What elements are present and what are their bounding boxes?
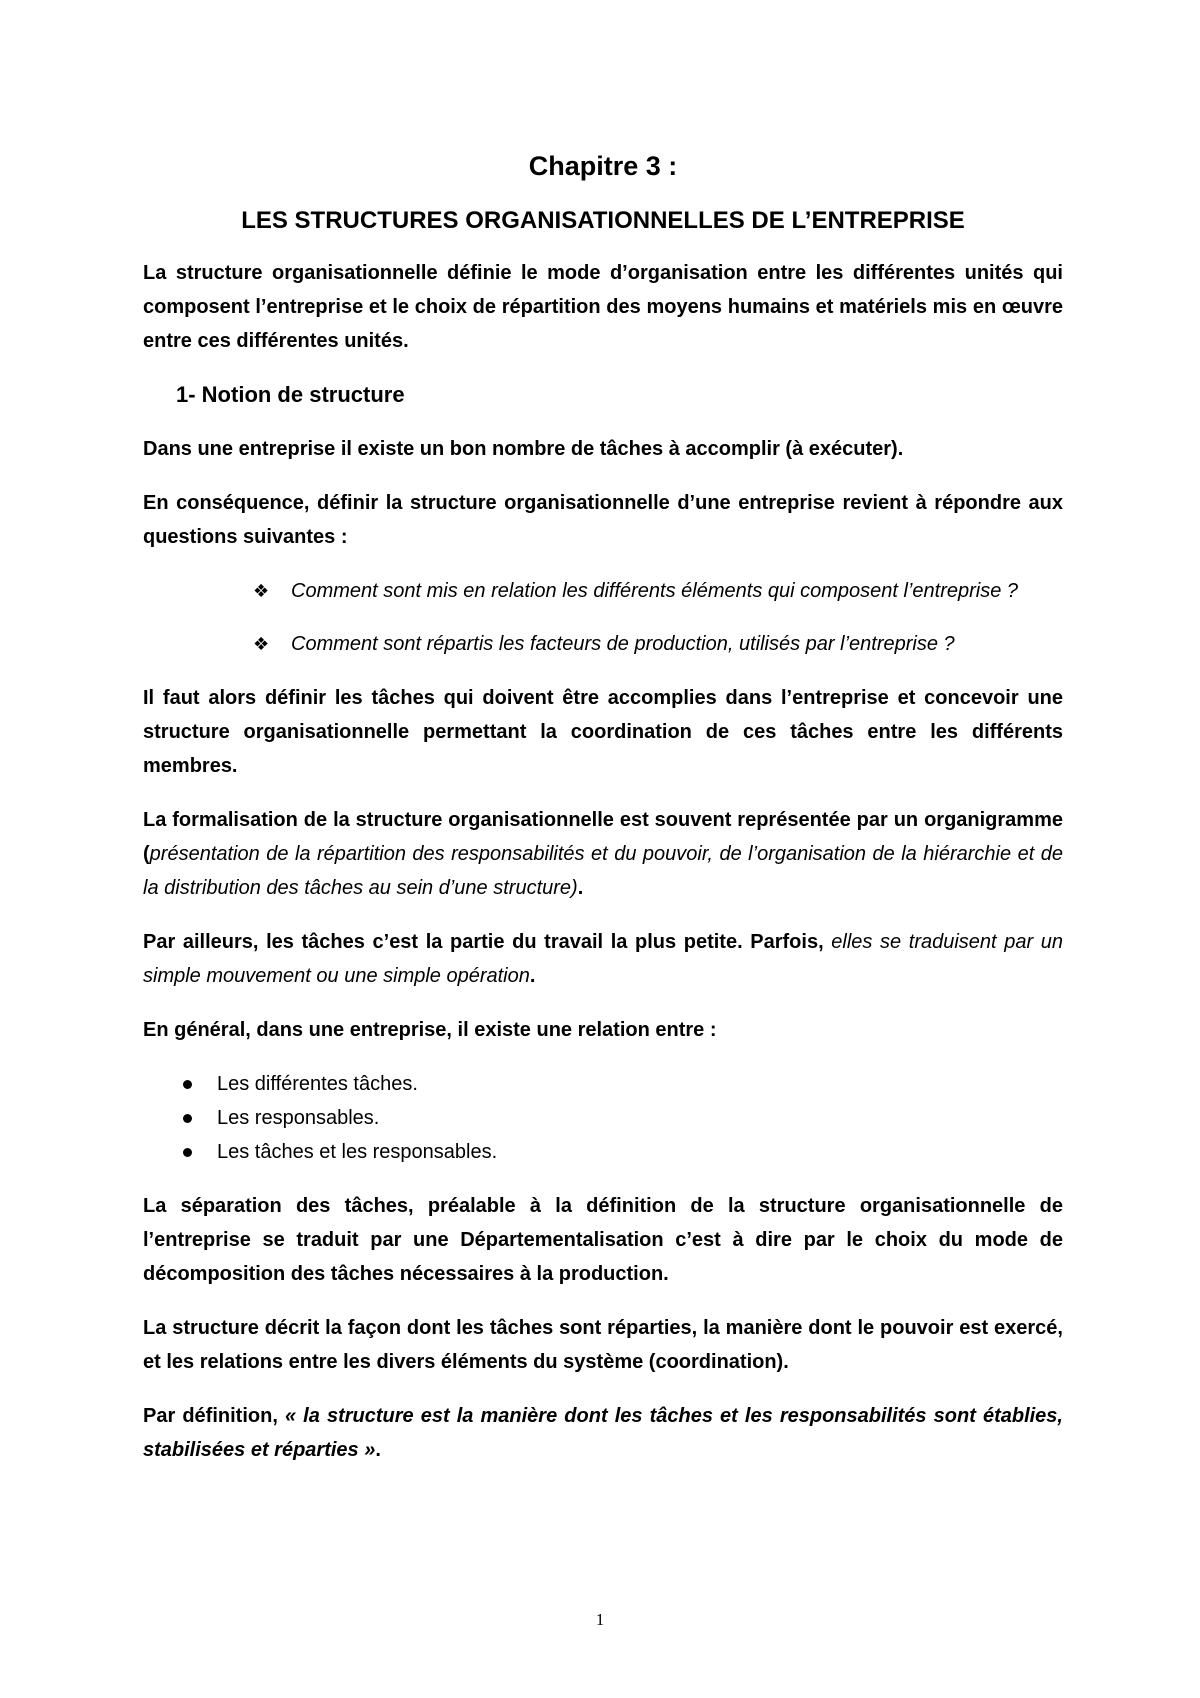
formalisation-end: . xyxy=(577,877,584,899)
relations-list xyxy=(143,1067,1063,1169)
diamond-bullet-icon: ❖ xyxy=(253,634,270,654)
definition-intro: Par définition, xyxy=(143,1405,285,1427)
tasks-end: . xyxy=(529,965,536,987)
list-item xyxy=(183,1067,1063,1101)
list-item xyxy=(253,574,1063,608)
chapter-title: LES STRUCTURES ORGANISATIONNELLES DE L’ENTREPRISE xyxy=(241,207,965,234)
tasks-text: Par ailleurs, les tâches c’est la partie du travail la plus petite. Parfois, xyxy=(143,931,832,953)
bullet-icon xyxy=(183,1080,192,1089)
relation-text: Les tâches et les responsables. xyxy=(217,1141,498,1163)
formalisation-italic: présentation de la répartition des responsabilités et du pouvoir, de l’organisation de la hiérarchie et de la distribution des tâches au sein d’une structure) xyxy=(143,843,1063,899)
bullet-icon xyxy=(183,1148,192,1157)
formalisation-text: La formalisation de la structure organisationnelle est souvent représentée par un organigramme ( xyxy=(143,809,1063,865)
paragraph-definition xyxy=(143,1399,1063,1467)
relation-text: Les différentes tâches. xyxy=(217,1073,418,1095)
paragraph-formalisation xyxy=(143,803,1063,905)
page-content xyxy=(143,148,1063,1487)
diamond-bullet-icon: ❖ xyxy=(253,581,270,601)
paragraph-tasks-definition xyxy=(143,925,1063,993)
definition-quote: « la structure est la manière dont les tâches et les responsabilités sont établies, stabilisées et réparties » xyxy=(143,1405,1063,1461)
questions-list xyxy=(143,574,1063,661)
section-heading-1: 1- Notion de structure xyxy=(176,382,405,407)
chapter-label: Chapitre 3 : xyxy=(528,151,678,181)
bullet-icon xyxy=(183,1114,192,1123)
tasks-italic: elles se traduisent par un simple mouvement ou une simple opération xyxy=(143,931,1064,987)
paragraph-relation: En général, dans une entreprise, il existe une relation entre : xyxy=(143,1019,717,1041)
paragraph-tasks: Dans une entreprise il existe un bon nombre de tâches à accomplir (à exécuter). xyxy=(143,438,904,460)
paragraph-define-tasks: Il faut alors définir les tâches qui doivent être accomplies dans l’entreprise et concevoir une structure organisationnelle permettant la coordination de ces tâches entre les différents membres. xyxy=(143,687,1063,777)
page-number: 1 xyxy=(595,1610,605,1629)
paragraph-structure-description: La structure décrit la façon dont les tâches sont réparties, la manière dont le pouvoir est exercé, et les relations entre les divers éléments du système (coordination). xyxy=(143,1317,1063,1373)
intro-paragraph: La structure organisationnelle définie le mode d’organisation entre les différentes unités qui composent l’entreprise et le choix de répartition des moyens humains et matériels mis en œuvre entre ces différentes unités. xyxy=(143,262,1063,352)
question-text: Comment sont mis en relation les différents éléments qui composent l’entreprise ? xyxy=(291,580,1019,602)
definition-end: . xyxy=(375,1439,381,1461)
question-text: Comment sont répartis les facteurs de production, utilisés par l’entreprise ? xyxy=(291,633,955,655)
relation-text: Les responsables. xyxy=(217,1107,380,1129)
list-item xyxy=(183,1101,1063,1135)
paragraph-separation: La séparation des tâches, préalable à la définition de la structure organisationnelle de l’entreprise se traduit par une Départementalisation c’est à dire par le choix du mode de décomposition des tâches nécessaires à la production. xyxy=(143,1195,1063,1285)
list-item xyxy=(253,627,1063,661)
paragraph-consequence: En conséquence, définir la structure organisationnelle d’une entreprise revient à répondre aux questions suivantes : xyxy=(143,492,1063,548)
list-item xyxy=(183,1135,1063,1169)
